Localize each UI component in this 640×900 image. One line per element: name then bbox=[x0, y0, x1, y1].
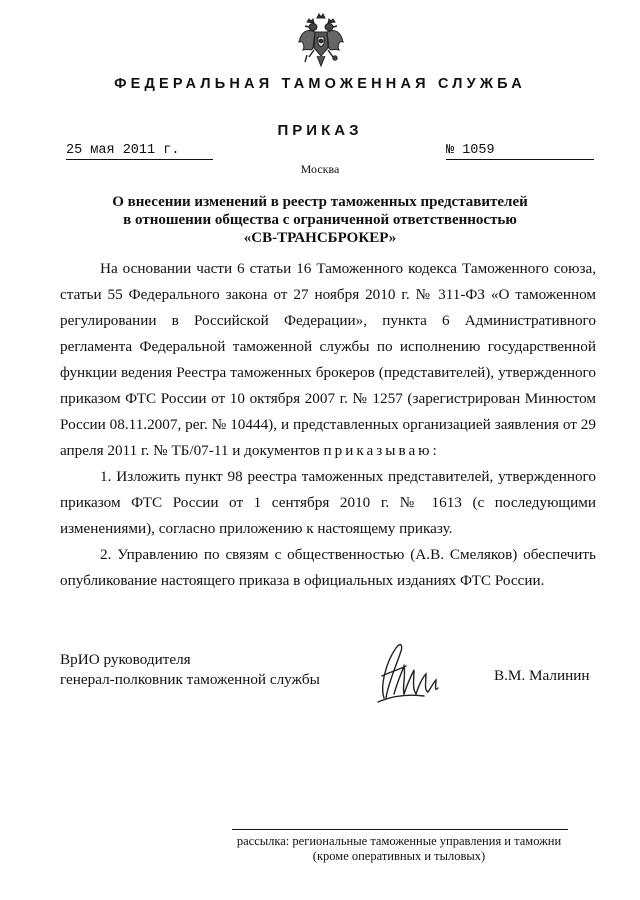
distribution-line-1: рассылка: региональные таможенные управления и таможни bbox=[236, 834, 562, 848]
title-line-2: в отношении общества с ограниченной ответственностью bbox=[123, 212, 517, 228]
document-type: ПРИКАЗ bbox=[277, 122, 363, 139]
signatory-position bbox=[60, 650, 320, 690]
order-body bbox=[60, 256, 596, 594]
order-number: № 1059 bbox=[446, 143, 594, 160]
title-line-1: О внесении изменений в реестр таможенных представителей bbox=[112, 194, 528, 210]
command-word: приказываю: bbox=[323, 442, 440, 459]
position-line-1: ВрИО руководителя bbox=[60, 651, 191, 668]
order-date: 25 мая 2011 г. bbox=[66, 143, 213, 160]
document-title bbox=[60, 193, 580, 247]
signatory-name: В.М. Малинин bbox=[494, 667, 590, 684]
handwritten-signature-icon bbox=[372, 636, 446, 712]
preamble-text: На основании части 6 статьи 16 Таможенного кодекса Таможенного союза, статьи 55 Федерального закона от 27 ноября 2010 г. № 311-ФЗ «О таможенном регулировании в Российской Федерации», пункта 6 Административного регламента Федеральной таможенной службы по исполнению государственной функции ведения Реестра таможенных брокеров (представителей), утвержденного приказом ФТС России от 10 октября 2007 г. № 1257 (зарегистрирован Минюстом России 08.11.2007, рег. № 10444), и представленных организацией заявления от 29 апреля 2011 г. № ТБ/07-11 и документов bbox=[60, 260, 596, 459]
distribution-list bbox=[224, 834, 574, 864]
preamble-paragraph bbox=[60, 256, 596, 464]
issue-city: Москва bbox=[300, 162, 340, 176]
russian-coat-of-arms-icon bbox=[297, 12, 345, 70]
footer-divider bbox=[232, 829, 568, 830]
position-line-2: генерал-полковник таможенной службы bbox=[60, 671, 320, 688]
distribution-line-2: (кроме оперативных и тыловых) bbox=[312, 849, 486, 863]
item-1-paragraph: 1. Изложить пункт 98 реестра таможенных представителей, утвержденного приказом ФТС России от 1 сентября 2010 г. № 1613 (с последующими изменениями), согласно приложению к настоящему приказу. bbox=[60, 468, 596, 537]
item-2-paragraph: 2. Управлению по связям с общественностью (А.В. Смеляков) обеспечить опубликование настоящего приказа в официальных изданиях ФТС России. bbox=[60, 546, 596, 589]
title-line-3: «СВ-ТРАНСБРОКЕР» bbox=[243, 230, 397, 246]
agency-name: ФЕДЕРАЛЬНАЯ ТАМОЖЕННАЯ СЛУЖБА bbox=[114, 76, 526, 92]
